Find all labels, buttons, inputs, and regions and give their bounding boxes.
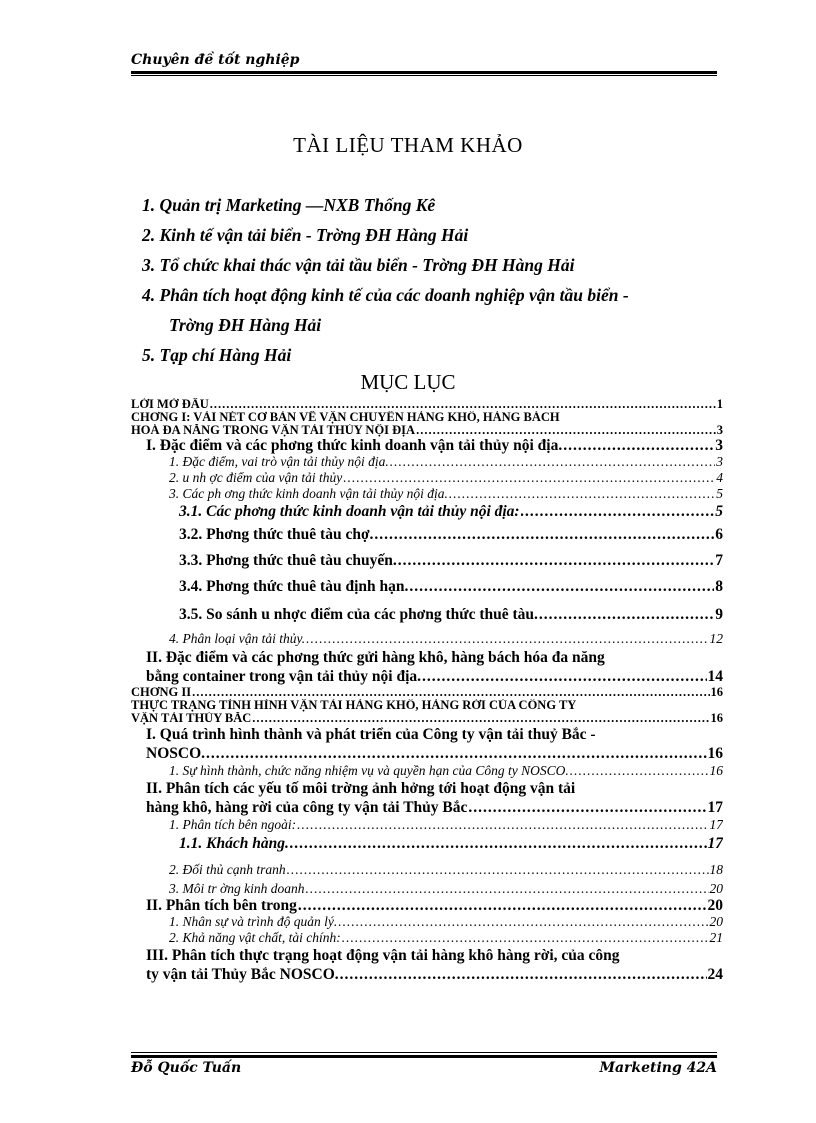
- toc-entry[interactable]: 3.4. Phơng thức thuê tàu định hạn. ..... 8: [131, 574, 723, 600]
- toc-entry[interactable]: 4. Phân loại vận tải thủy. ..... 12: [131, 630, 723, 648]
- footer-rule-thin: [131, 1052, 717, 1053]
- toc-entry[interactable]: bằng container trong vận tải thủy nội địa. ..... 14: [131, 667, 723, 686]
- toc-entry[interactable]: VẬN TẢI THỦY BẮC ..... 16: [131, 712, 723, 725]
- toc-entry[interactable]: ty vận tải Thủy Bắc NOSCO. ..... 24: [131, 965, 723, 984]
- toc-entry[interactable]: 1. Nhân sự và trình độ quản lý. ..... 20: [131, 914, 723, 930]
- references-list: [142, 190, 702, 370]
- reference-item: 1. Quản trị Marketing —NXB Thống Kê: [142, 195, 436, 215]
- reference-item: 2. Kinh tế vận tải biển - Trờng ĐH Hàng Hải: [142, 225, 469, 245]
- table-of-contents: [131, 398, 723, 984]
- header-rule-thin: [131, 75, 717, 76]
- reference-item: 4. Phân tích hoạt động kinh tế của các doanh nghiệp vận tầu biển -: [142, 285, 629, 305]
- toc-entry[interactable]: LỜI MỞ ĐẦU ..... 1: [131, 398, 723, 411]
- header-rule: [131, 71, 717, 74]
- reference-item-continued: Trờng ĐH Hàng Hải: [169, 315, 322, 335]
- toc-title: MỤC LỤC: [360, 370, 456, 394]
- footer-class: Marketing 42A: [599, 1060, 717, 1076]
- toc-entry[interactable]: II. Đặc điểm và các phơng thức gửi hàng khô, hàng bách hóa đa năng: [146, 649, 605, 666]
- toc-entry[interactable]: III. Phân tích thực trạng hoạt động vận tải hàng khô hàng rời, của công: [146, 947, 620, 964]
- toc-entry[interactable]: 1. Phân tích bên ngoài: ..... 17: [131, 817, 723, 833]
- references-title: TÀI LIỆU THAM KHẢO: [293, 133, 523, 157]
- toc-entry[interactable]: 3. Các ph ơng thức kinh doanh vận tải thủy nội địa. ..... 5: [131, 486, 723, 502]
- toc-entry[interactable]: 2. u nh ợc điểm của vận tải thủy ..... 4: [131, 470, 723, 486]
- toc-entry[interactable]: I. Quá trình hình thành và phát triển của Công ty vận tải thuỷ Bắc -: [146, 726, 596, 743]
- toc-entry[interactable]: 2. Khả năng vật chất, tài chính: ..... 21: [131, 930, 723, 946]
- toc-entry[interactable]: II. Phân tích các yếu tố môi trờng ảnh hởng tới hoạt động vận tải: [146, 780, 576, 797]
- reference-item: 3. Tổ chức khai thác vận tải tầu biển - Trờng ĐH Hàng Hải: [142, 255, 575, 275]
- toc-entry[interactable]: 3.5. So sánh u nhợc điểm của các phơng thức thuê tàu. ..... 9: [131, 600, 723, 630]
- footer-rule: [131, 1055, 717, 1058]
- toc-entry[interactable]: HOÁ ĐA NĂNG TRONG VẬN TẢI THỦY NỘI ĐỊA ..... 3: [131, 424, 723, 437]
- toc-entry[interactable]: CHƠNG II ..... 16: [131, 686, 723, 699]
- reference-item: 5. Tạp chí Hàng Hải: [142, 345, 292, 365]
- toc-entry[interactable]: 3.3. Phơng thức thuê tàu chuyến. ..... 7: [131, 548, 723, 574]
- page-header: Chuyên đề tốt nghiệp: [131, 52, 300, 68]
- toc-entry[interactable]: THỰC TRẠNG TÌNH HÌNH VẬN TẢI HÀNG KHÔ, HÀNG RỜI CỦA CÔNG TY: [131, 699, 577, 712]
- toc-entry[interactable]: II. Phân tích bên trong ..... 20: [131, 897, 723, 914]
- footer-author: Đỗ Quốc Tuấn: [131, 1060, 242, 1076]
- toc-entry[interactable]: NOSCO. ..... 16: [131, 744, 723, 763]
- toc-entry[interactable]: CHƠNG I: VÀI NÉT CƠ BẢN VỀ VẬN CHUYỂN HÀNG KHÔ, HÀNG BÁCH: [131, 411, 560, 424]
- toc-entry[interactable]: 3. Môi tr ờng kinh doanh ..... 20: [131, 881, 723, 897]
- toc-entry[interactable]: 3.2. Phơng thức thuê tàu chợ. ..... 6: [131, 522, 723, 548]
- toc-entry[interactable]: 3.1. Các phơng thức kinh doanh vận tải thủy nội địa: ..... 5: [131, 502, 723, 522]
- toc-entry[interactable]: hàng khô, hàng rời của công ty vận tải Thủy Bắc ..... 17: [131, 798, 723, 817]
- toc-entry[interactable]: 1. Sự hình thành, chức năng nhiệm vụ và quyền hạn của Công ty NOSCO. ..... 16: [131, 763, 723, 779]
- toc-entry[interactable]: 1.1. Khách hàng. ..... 17: [131, 833, 723, 855]
- toc-entry[interactable]: 1. Đặc điểm, vai trò vận tải thủy nội địa. ..... 3: [131, 454, 723, 470]
- toc-entry[interactable]: I. Đặc điểm và các phơng thức kinh doanh vận tải thủy nội địa. ..... 3: [131, 437, 723, 454]
- toc-entry[interactable]: 2. Đối thủ cạnh tranh ..... 18: [131, 855, 723, 881]
